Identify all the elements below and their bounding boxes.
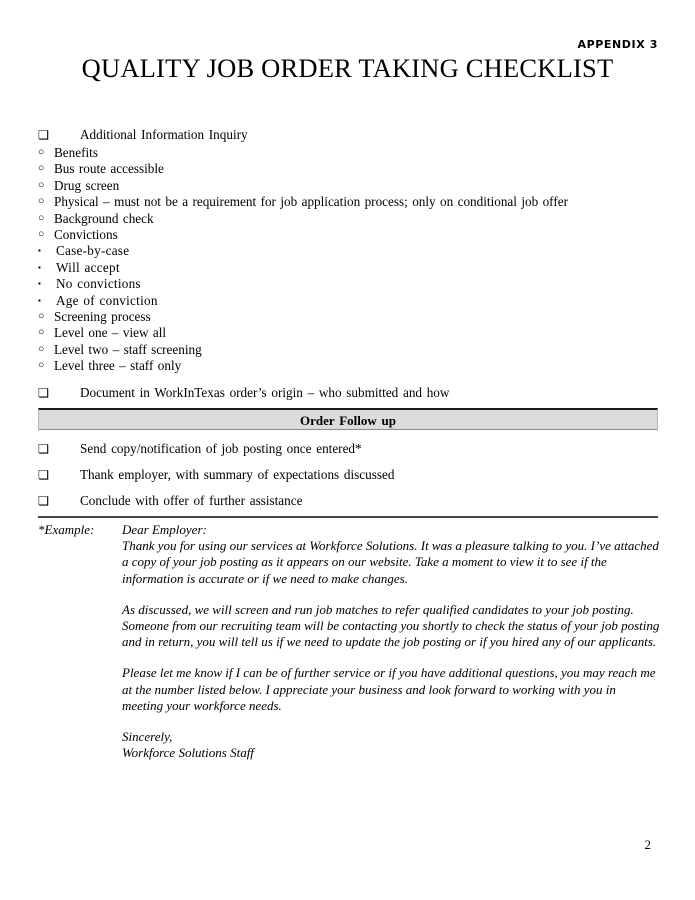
sublist-screening-levels	[38, 325, 658, 374]
checklist-item-label: Conclude with offer of further assistance	[80, 493, 303, 508]
list-item-label: Convictions	[54, 227, 118, 243]
list-item-label: Screening process	[54, 309, 151, 325]
letter-closing: Sincerely,	[122, 729, 173, 745]
list-item[interactable]	[38, 227, 658, 243]
sublist-additional-information	[38, 145, 658, 227]
example-label: *Example:	[38, 522, 95, 537]
list-item-label: Level three – staff only	[54, 358, 182, 374]
checkbox-icon[interactable]: ❏	[38, 467, 50, 482]
checklist-item-send-copy-notification[interactable]	[38, 440, 658, 457]
example-letter-section	[38, 522, 660, 761]
list-item[interactable]	[38, 309, 658, 325]
checkbox-icon[interactable]: ❏	[38, 384, 50, 400]
checklist-item-label: Send copy/notification of job posting once entered*	[80, 441, 362, 456]
checklist-item-label: Document in WorkInTexas order’s origin – who submitted and how	[80, 384, 450, 400]
letter-signature: Workforce Solutions Staff	[122, 745, 254, 761]
list-item[interactable]	[38, 178, 658, 194]
checklist-item-label: Thank employer, with summary of expectations discussed	[80, 467, 395, 482]
checkbox-icon[interactable]: ❏	[38, 127, 50, 142]
list-item-label: Case-by-case	[56, 243, 130, 259]
list-item[interactable]	[38, 145, 658, 161]
letter-paragraph-1: Thank you for using our services at Workforce Solutions. It was a pleasure talking to you. I’ve attached a copy of your job posting as it appears on our website. Take a moment to view it to see if the information is accurate or if we need to make changes.	[122, 538, 659, 586]
checkbox-icon[interactable]: ❏	[38, 441, 50, 456]
checkbox-icon[interactable]: ❏	[38, 493, 50, 508]
sublist-convictions	[38, 227, 658, 243]
list-item-label: Benefits	[54, 145, 98, 160]
list-item-label: Bus route accessible	[54, 161, 164, 177]
list-item[interactable]	[38, 358, 658, 374]
checklist-item-thank-employer[interactable]	[38, 466, 658, 483]
square-bullet-icon: ▪	[38, 262, 41, 272]
list-item[interactable]	[38, 161, 658, 177]
page-number: 2	[644, 837, 651, 852]
list-item-label: Physical – must not be a requirement for job application process; only on conditional job offer	[54, 194, 568, 210]
square-bullet-icon: ▪	[38, 295, 41, 305]
example-letter-body	[122, 522, 660, 761]
list-item[interactable]	[38, 194, 658, 210]
list-item-label: Age of conviction	[56, 292, 158, 308]
sublist-conviction-options	[38, 243, 658, 309]
list-item-label: Background check	[54, 210, 154, 226]
letter-paragraph-2: As discussed, we will screen and run job matches to refer qualified candidates to your job posting. Someone from our recruiting team will be contacting you shortly to check the status of your job posting and in return, you will tell us if we need to update the job posting or if you hired any of our applicants.	[122, 601, 660, 650]
circle-bullet-icon: ○	[38, 212, 45, 224]
square-bullet-icon: ▪	[38, 246, 41, 256]
list-item-label: Level one – view all	[54, 325, 167, 341]
page-title: QUALITY JOB ORDER TAKING CHECKLIST	[81, 53, 614, 83]
circle-bullet-icon: ○	[38, 196, 45, 208]
order-follow-up-section	[38, 440, 658, 518]
list-item-label: Will accept	[56, 259, 120, 275]
list-item[interactable]	[38, 276, 658, 292]
circle-bullet-icon: ○	[38, 179, 45, 191]
section-divider	[38, 516, 658, 518]
list-item[interactable]	[38, 325, 658, 341]
checklist-item-additional-information-inquiry[interactable]	[38, 126, 658, 143]
list-item[interactable]	[38, 211, 658, 227]
list-item-label: Drug screen	[54, 177, 120, 193]
checklist-item-label: Additional Information Inquiry	[80, 127, 248, 142]
circle-bullet-icon: ○	[38, 163, 45, 175]
list-item[interactable]	[38, 342, 658, 358]
order-follow-up-heading: Order Follow up	[38, 408, 658, 430]
list-item-label: Level two – staff screening	[54, 341, 202, 357]
checklist-item-document-workintexas[interactable]	[38, 384, 658, 401]
circle-bullet-icon: ○	[38, 360, 45, 372]
circle-bullet-icon: ○	[38, 147, 45, 158]
circle-bullet-icon: ○	[38, 229, 45, 241]
list-item-label: No convictions	[56, 276, 141, 292]
list-item[interactable]	[38, 260, 658, 276]
list-item[interactable]	[38, 293, 658, 309]
circle-bullet-icon: ○	[38, 327, 45, 339]
letter-paragraph-3: Please let me know if I can be of further service or if you have additional questions, you may reach me at the number listed below. I appreciate your business and look forward to working with you in meeting your workforce needs.	[122, 665, 656, 713]
list-item[interactable]	[38, 243, 658, 259]
checklist-item-conclude-with-offer[interactable]	[38, 492, 658, 509]
appendix-label: APPENDIX 3	[577, 38, 658, 51]
letter-greeting: Dear Employer:	[122, 522, 207, 537]
circle-bullet-icon: ○	[38, 311, 45, 323]
circle-bullet-icon: ○	[38, 343, 45, 355]
sublist-screening-process	[38, 309, 658, 325]
checklist-section	[38, 126, 658, 403]
square-bullet-icon: ▪	[38, 279, 41, 289]
